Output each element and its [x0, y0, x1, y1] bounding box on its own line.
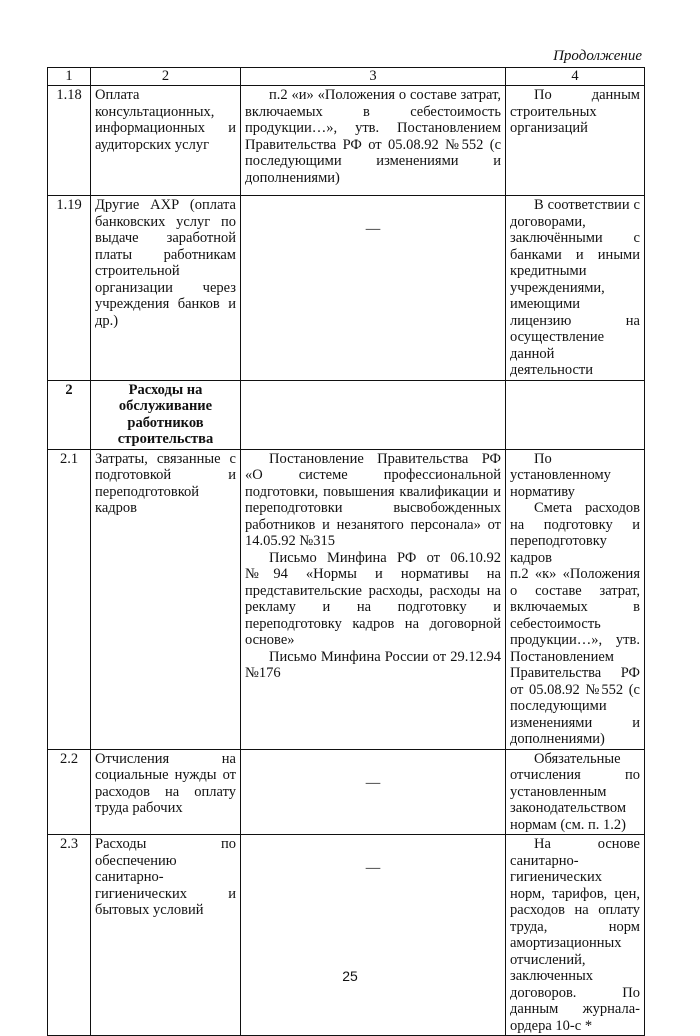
header-col-4: 4: [506, 68, 645, 86]
legal-basis: —: [241, 749, 506, 835]
header-col-3: 3: [241, 68, 506, 86]
continuation-label: Продолжение: [553, 48, 642, 64]
header-col-2: 2: [91, 68, 241, 86]
document-table: [47, 67, 645, 1036]
expense-name: Расходы по обеспечению санитарно-гигиенических и бытовых условий: [91, 835, 241, 1036]
header-row: [48, 68, 645, 86]
legal-basis: [241, 380, 506, 449]
calculation-method: [506, 449, 645, 749]
calculation-method: Обязательные отчисления по установленным законодательством нормам (см. п. 1.2): [506, 749, 645, 835]
basis-paragraph: Письмо Минфина РФ от 06.10.92 №94 «Нормы и нормативы на представительские расходы, расходы на рекламу и на подготовку и переподготовку кадров на договорной основе»: [245, 549, 501, 648]
table-row: [48, 449, 645, 749]
table-row: [48, 196, 645, 381]
row-number: 2.2: [48, 749, 91, 835]
row-number: 2: [48, 380, 91, 449]
row-number: 2.3: [48, 835, 91, 1036]
header-col-1: 1: [48, 68, 91, 86]
expense-name: Оплата консультационных, информационных и аудиторских услуг: [91, 86, 241, 196]
section-title: Расходы на обслуживание работников строительства: [91, 380, 241, 449]
table-row: [48, 835, 645, 1036]
row-number: 1.19: [48, 196, 91, 381]
expense-name: Другие АХР (оплата банковских услуг по выдаче заработной платы работникам строительной организации через учреждения банков и др.): [91, 196, 241, 381]
legal-basis: п.2 «и» «Положения о составе затрат, включаемых в себестоимость продукции…», утв. Постановлением Правительства РФ от 05.08.92 №552 (с последующими изменениями и дополнениями): [241, 86, 506, 196]
calculation-method: На основе санитарно-гигиенических норм, тарифов, цен, расходов на оплату труда, норм амортизационных отчислений, заключенных договоров. По данным журнала-ордера 10-с *: [506, 835, 645, 1036]
calculation-method: В соответствии с договорами, заключёнными с банками и иными кредитными учреждениями, имеющими лицензию на осуществление данной деятельности: [506, 196, 645, 381]
expense-name: Затраты, связанные с подготовкой и переподготовкой кадров: [91, 449, 241, 749]
page-number: 25: [342, 968, 358, 984]
basis-paragraph: Постановление Правительства РФ «О системе профессиональной подготовки, повышения квалификации и переподготовки высвобожденных работников и незанятого персонала» от 14.05.92 №315: [245, 450, 501, 549]
legal-basis: —: [241, 196, 506, 381]
method-paragraph: По установленному нормативу: [510, 450, 611, 500]
table-row: [48, 86, 645, 196]
basis-paragraph: Письмо Минфина России от 29.12.94 №176: [245, 648, 501, 681]
table-row-section: [48, 380, 645, 449]
calculation-method: [506, 380, 645, 449]
row-number: 2.1: [48, 449, 91, 749]
table-row: [48, 749, 645, 835]
calculation-method: По данным строительных организаций: [506, 86, 645, 196]
expense-name: Отчисления на социальные нужды от расходов на оплату труда рабочих: [91, 749, 241, 835]
row-number: 1.18: [48, 86, 91, 196]
method-paragraph: п.2 «к» «Положения о составе затрат, включаемых в себестоимость продукции…», утв. Постановлением Правительства РФ от 05.08.92 №552 (с последующими изменениями и дополнениями): [510, 566, 640, 747]
method-paragraph: Смета расходов на подготовку и переподготовку кадров: [510, 500, 640, 566]
legal-basis: [241, 449, 506, 749]
legal-basis: —: [241, 835, 506, 1036]
